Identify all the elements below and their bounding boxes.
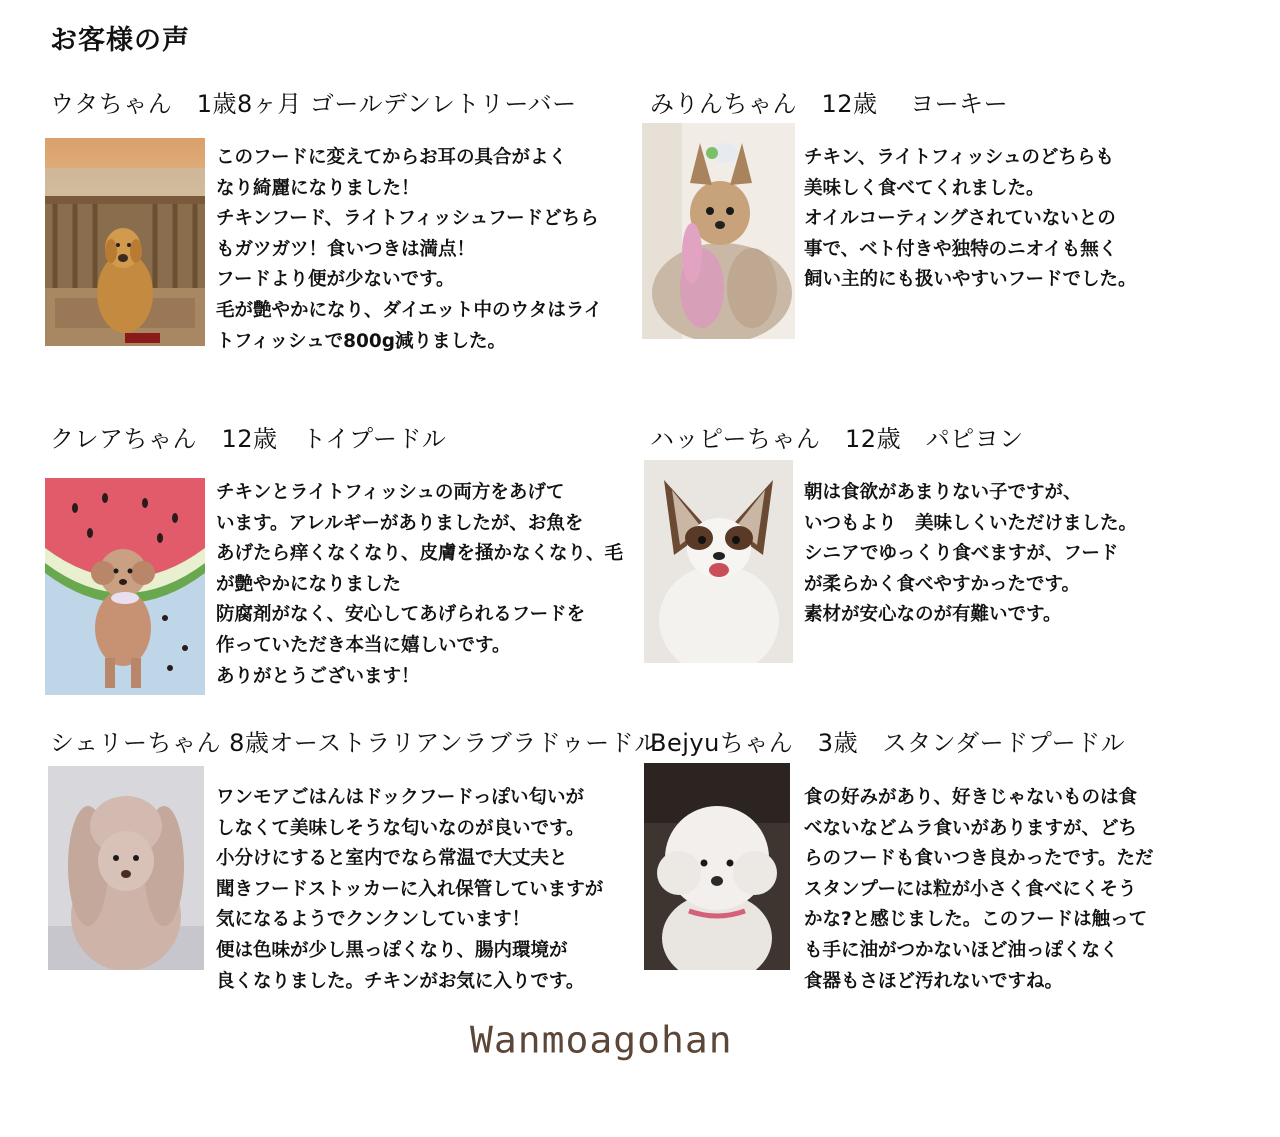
text-line: シニアでゆっくり食べますが、フード — [804, 543, 1119, 565]
testimonial-heading-uta: ウタちゃん 1歳8ヶ月 ゴールデンレトリーバー — [50, 90, 577, 118]
text-line: 小分けにすると室内でなら常温で大丈夫と — [216, 848, 568, 870]
text-line: 良くなりました。チキンがお気に入りです。 — [216, 970, 585, 992]
text-line: 食の好みがあり、好きじゃないものは食 — [804, 787, 1138, 808]
testimonial-text-bejyu — [804, 783, 1153, 997]
photo-happy-papillon — [644, 460, 793, 663]
testimonial-text-happy — [804, 478, 1137, 631]
photo-uta-golden-retriever — [45, 138, 205, 346]
photo-claire-toy-poodle — [45, 478, 205, 695]
testimonial-text-sherry — [216, 783, 603, 997]
text-line: あげたら痒くなくなり、皮膚を掻かなくなり、毛 — [216, 543, 624, 565]
text-line: ワンモアごはんはドックフードっぽい匂いが — [216, 787, 584, 808]
text-line: 飼い主的にも扱いやすいフードでした。 — [804, 269, 1137, 291]
text-line: ありがとうございます！ — [216, 665, 420, 687]
testimonial-heading-mirin: みりんちゃん 12歳 ヨーキー — [650, 90, 1009, 118]
text-line: 便は色味が少し黒っぽくなり、腸内環境が — [216, 939, 568, 961]
text-line: しなくて美味しそうな匂いなのが良いです。 — [216, 817, 585, 839]
brand-logo: Wanmoagohan — [470, 1019, 733, 1061]
text-line: フードより便が少ないです。 — [216, 269, 455, 291]
text-line: オイルコーティングされていないとの — [804, 208, 1116, 230]
page-title: お客様の声 — [50, 25, 190, 56]
text-line: 聞きフードストッカーに入れ保管していますが — [216, 878, 604, 900]
text-line: チキンとライトフィッシュの両方をあげて — [216, 482, 565, 503]
text-line: 朝は食欲があまりない子ですが、 — [804, 482, 1082, 503]
text-line: もガツガツ！食いつきは満点！ — [216, 238, 476, 260]
text-line: かな?と感じました。このフードは触って — [804, 909, 1148, 931]
text-line: べないなどムラ食いがありますが、どち — [804, 817, 1138, 839]
text-line: が艶やかになりました — [216, 573, 402, 595]
testimonial-heading-bejyu: Bejyuちゃん 3歳 スタンダードプードル — [650, 729, 1126, 757]
photo-sherry-labradoodle — [48, 766, 204, 970]
text-line: も手に油がつかないほど油っぽくなく — [804, 939, 1119, 961]
text-line: スタンプーには粒が小さく食べにくそう — [804, 878, 1137, 900]
text-line: チキンフード、ライトフィッシュフードどちら — [216, 208, 599, 230]
text-line: 毛が艶やかになり、ダイエット中のウタはライ — [216, 299, 603, 321]
text-line: なり綺麗になりました！ — [216, 177, 420, 199]
testimonial-text-uta — [216, 143, 602, 357]
text-line: らのフードも食いつき良かったです。ただ — [804, 848, 1154, 870]
text-line: いつもより 美味しくいただけました。 — [804, 512, 1138, 534]
text-line: 素材が安心なのが有難いです。 — [804, 604, 1062, 626]
testimonial-heading-happy: ハッピーちゃん 12歳 パピヨン — [650, 425, 1024, 453]
testimonial-text-claire — [216, 478, 623, 692]
testimonial-heading-claire: クレアちゃん 12歳 トイプードル — [50, 425, 447, 453]
text-line: チキン、ライトフィッシュのどちらも — [804, 147, 1114, 168]
text-line: このフードに変えてからお耳の具合がよく — [216, 147, 567, 168]
text-line: トフィッシュで800g減りました。 — [216, 330, 506, 352]
text-line: います。アレルギーがありましたが、お魚を — [216, 512, 584, 534]
text-line: 気になるようでクンクンしています！ — [216, 909, 531, 931]
photo-mirin-yorkie — [642, 123, 795, 339]
text-line: が柔らかく食べやすかったです。 — [804, 573, 1081, 595]
testimonial-text-mirin — [804, 143, 1136, 296]
text-line: 事で、ベト付きや独特のニオイも無く — [804, 238, 1118, 260]
photo-bejyu-standard-poodle — [644, 763, 790, 970]
text-line: 防腐剤がなく、安心してあげられるフードを — [216, 604, 586, 626]
text-line: 美味しく食べてくれました。 — [804, 177, 1045, 199]
text-line: 作っていただき本当に嬉しいです。 — [216, 634, 511, 656]
text-line: 食器もさほど汚れないですね。 — [804, 970, 1064, 992]
testimonial-heading-sherry: シェリーちゃん 8歳オーストラリアンラブラドゥードル — [50, 729, 659, 757]
